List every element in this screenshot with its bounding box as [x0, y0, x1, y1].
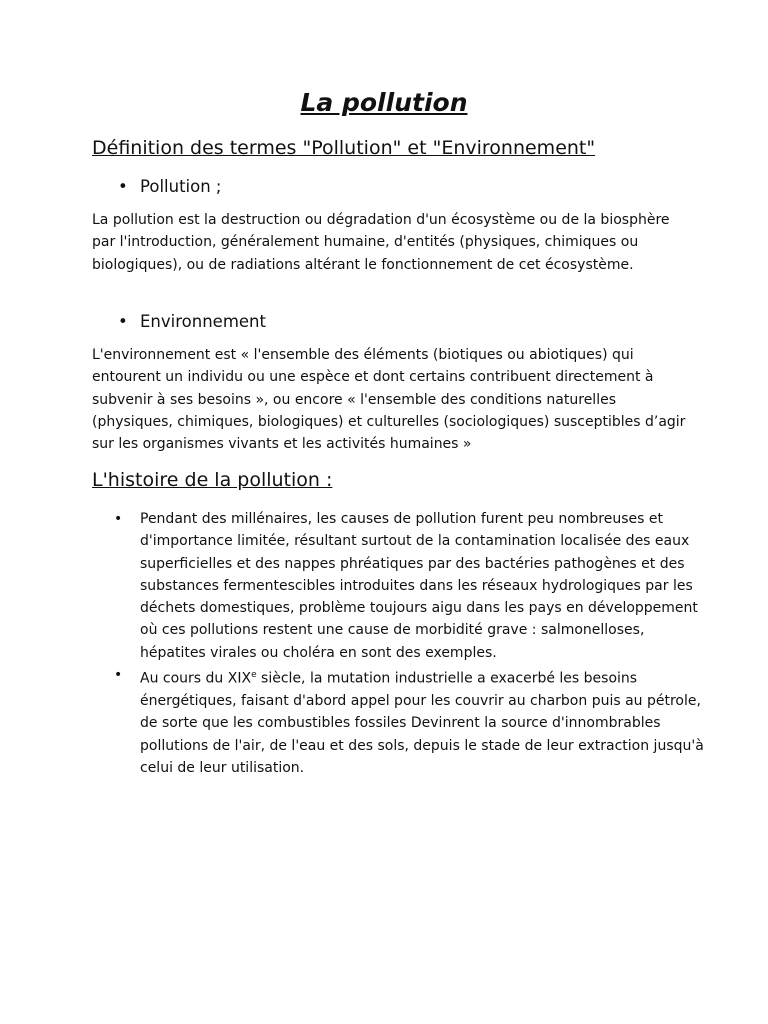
history-item-text-end: siècle, la mutation industrielle a exacerbé les besoins énergétiques, faisant d'abord appel pour les couvrir au charbon puis au pétrole, de sorte que les combustibles fossiles Devinrent la source d'innombrables pollutions de l'air, de l'eau et des sols, depuis le stade de leur extraction jusqu'à celui de leur utilisation. [140, 670, 704, 776]
section-heading-definitions: Définition des termes "Pollution" et "Environnement" [92, 137, 596, 159]
list-item [114, 664, 714, 779]
bullet-dot: • [114, 667, 123, 684]
page-title: La pollution [300, 88, 468, 117]
bullet-label: Pollution ; [140, 177, 222, 196]
pollution-definition-paragraph: La pollution est la destruction ou dégradation d'un écosystème ou de la biosphère par l'introduction, généralement humaine, d'entités (physiques, chimiques ou biologiques), ou de radiations altérant le fonctionnement de cet écosystème. [92, 212, 670, 273]
bullet-pollution [118, 177, 222, 196]
bullet-dot: • [118, 177, 128, 196]
superscript-e: e [251, 670, 257, 681]
bullet-label: Environnement [140, 312, 266, 331]
history-list [114, 508, 714, 779]
bullet-dot: • [114, 511, 123, 527]
bullet-dot: • [118, 312, 128, 331]
environnement-definition-paragraph: L'environnement est « l'ensemble des éléments (biotiques ou abiotiques) qui entourent un individu ou une espèce et dont certains contribuent directement à subvenir à ses besoins », ou encore « l'ensemble des conditions naturelles (physiques, chimiques, biologiques) et culturelles (sociologiques) susceptibles d’agir sur les organismes vivants et les activités humaines » [92, 347, 686, 453]
section-heading-history: L'histoire de la pollution : [92, 469, 333, 491]
history-item-text-start: Au cours du XIX [140, 670, 252, 687]
bullet-environnement [118, 312, 266, 331]
list-item [114, 508, 714, 664]
history-item-text: Pendant des millénaires, les causes de pollution furent peu nombreuses et d'importance limitée, résultant surtout de la contamination localisée des eaux superficielles et des nappes phréatiques par des bactéries pathogènes et des substances fermentescibles introduites dans les réseaux hydrologiques par les déchets domestiques, problème toujours aigu dans les pays en développement où ces pollutions restent une cause de morbidité grave : salmonelloses, hépatites virales ou choléra en sont des exemples. [140, 511, 698, 661]
